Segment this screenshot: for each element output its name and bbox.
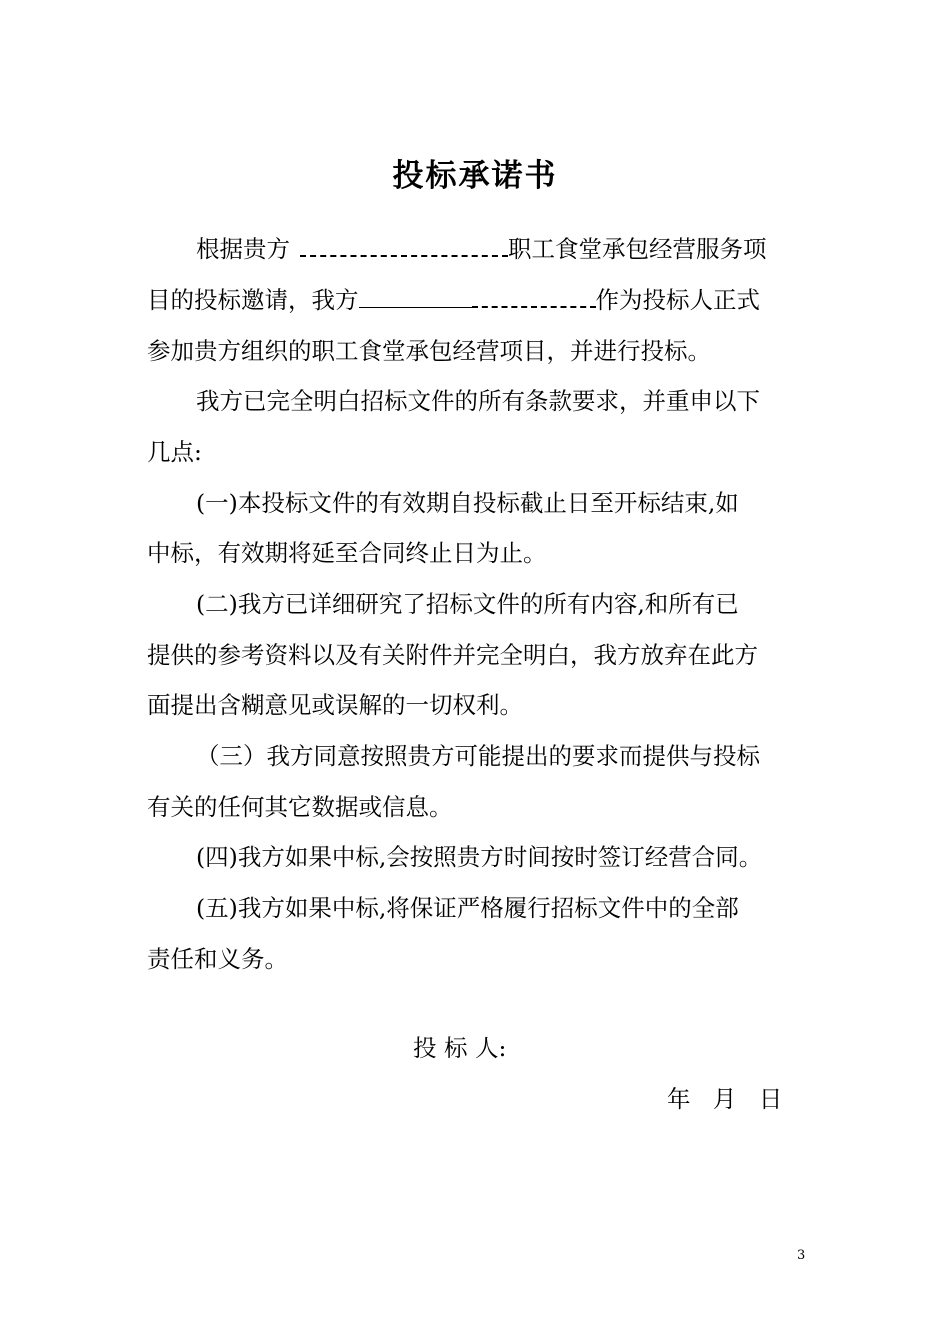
para1-line3: 参加贵方组织的职工食堂承包经营项目，并进行投标。 xyxy=(147,337,711,365)
para1-line1-suffix: 职工食堂承包经营服务项 xyxy=(508,235,767,263)
para2-line1: 我方已完全明白招标文件的所有条款要求，并重申以下 xyxy=(196,387,760,415)
para1-line2-prefix: 目的投标邀请，我方 xyxy=(147,286,359,314)
item2-line1: (二)我方已详细研究了招标文件的所有内容,和所有已 xyxy=(196,590,739,618)
item5-line2: 责任和义务。 xyxy=(147,945,288,973)
purchaser-name-blank xyxy=(300,233,508,257)
document-title: 投标承诺书 xyxy=(392,158,558,194)
para1-line1-prefix: 根据贵方 xyxy=(196,235,290,263)
item2-line2: 提供的参考资料以及有关附件并完全明白，我方放弃在此方 xyxy=(147,641,758,669)
page-number: 3 xyxy=(797,1248,806,1263)
para1-line1 xyxy=(196,231,767,267)
item4-line1: (四)我方如果中标,会按照贵方时间按时签订经营合同。 xyxy=(196,843,763,871)
para1-line2-suffix: 作为投标人正式 xyxy=(595,286,760,314)
date-label: 年 月 日 xyxy=(667,1085,783,1113)
item1-line2: 中标，有效期将延至合同终止日为止。 xyxy=(147,539,547,567)
bidder-name-blank-solid xyxy=(359,285,472,308)
item1-line1: (一)本投标文件的有效期自投标截止日至开标结束,如 xyxy=(196,489,739,517)
item3-line1: （三）我方同意按照贵方可能提出的要求而提供与投标 xyxy=(196,742,760,770)
bidder-name-blank-dash xyxy=(472,284,596,308)
item3-line2: 有关的任何其它数据或信息。 xyxy=(147,793,453,821)
item5-line1: (五)我方如果中标,将保证严格履行招标文件中的全部 xyxy=(196,894,739,922)
bidder-signature-label: 投 标 人: xyxy=(413,1034,507,1062)
para1-line2 xyxy=(147,282,760,318)
para2-line2: 几点: xyxy=(147,438,202,466)
item2-line3: 面提出含糊意见或误解的一切权利。 xyxy=(147,691,523,719)
